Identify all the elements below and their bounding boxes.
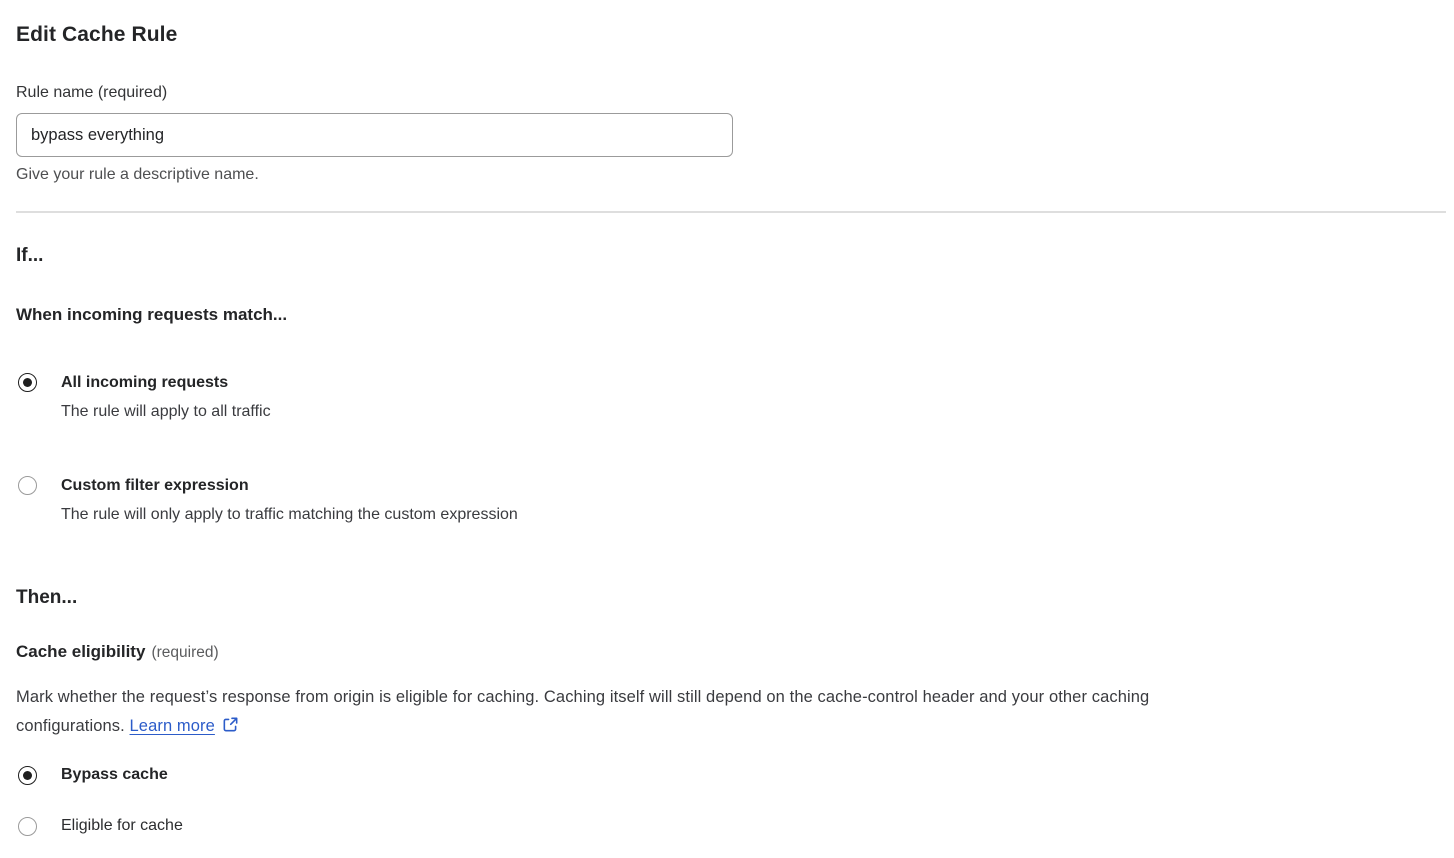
- cache-eligibility-label: [16, 641, 1438, 663]
- radio-dot-icon: [23, 771, 32, 780]
- description-line-1: Mark whether the request’s response from origin is eligible for caching. Caching itself will still depend on the cache-control header and your other caching: [16, 688, 1150, 706]
- radio-button[interactable]: [18, 373, 37, 392]
- section-divider: [16, 211, 1446, 213]
- radio-option-custom-filter-expression[interactable]: [16, 471, 1438, 529]
- option-text: [61, 368, 271, 426]
- cache-eligibility-description: [16, 683, 1426, 743]
- then-heading: Then...: [16, 587, 78, 608]
- radio-button[interactable]: [18, 766, 37, 785]
- option-label: Bypass cache: [61, 766, 168, 783]
- radio-option-eligible-for-cache[interactable]: [16, 816, 1438, 836]
- external-link-icon: [222, 714, 239, 743]
- option-label: All incoming requests: [61, 374, 229, 391]
- description-line-2: configurations.: [16, 717, 125, 735]
- rule-name-input[interactable]: [16, 113, 733, 157]
- rule-name-label: Rule name (required): [16, 84, 168, 101]
- cache-eligibility-label-text: Cache eligibility: [16, 642, 146, 661]
- radio-dot-icon: [23, 378, 32, 387]
- learn-more-label: Learn more: [129, 717, 215, 735]
- radio-option-all-incoming-requests[interactable]: [16, 368, 1438, 426]
- option-description: The rule will only apply to traffic matching the custom expression: [61, 506, 518, 523]
- option-text: [61, 471, 518, 529]
- option-label: Eligible for cache: [61, 817, 183, 834]
- required-note: (required): [151, 644, 219, 661]
- option-label: Custom filter expression: [61, 477, 249, 494]
- rule-name-helper: Give your rule a descriptive name.: [16, 166, 259, 183]
- learn-more-link[interactable]: [130, 717, 239, 735]
- radio-button[interactable]: [18, 817, 37, 836]
- page-title: Edit Cache Rule: [16, 23, 178, 46]
- if-heading: If...: [16, 245, 44, 266]
- radio-option-bypass-cache[interactable]: [16, 765, 1438, 785]
- option-description: The rule will apply to all traffic: [61, 403, 271, 420]
- when-requests-match-subheading: When incoming requests match...: [16, 305, 288, 324]
- radio-button[interactable]: [18, 476, 37, 495]
